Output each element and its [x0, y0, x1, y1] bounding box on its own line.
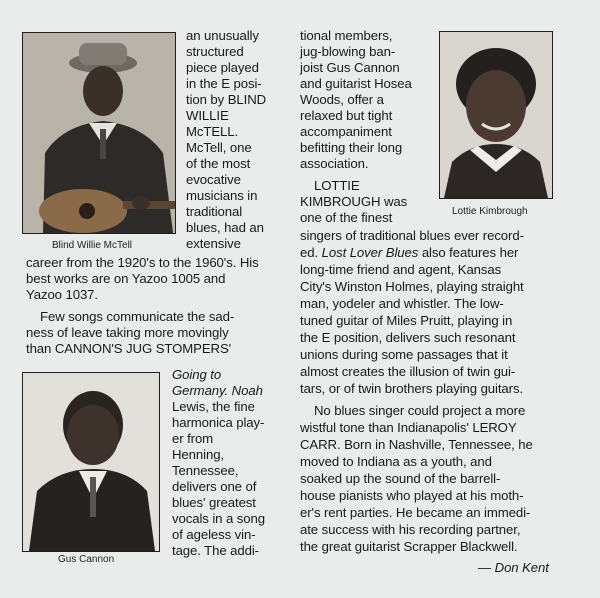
col2-full-line: house pianists who played at his moth-	[300, 488, 524, 503]
col2-top-line: jug-blowing ban-	[300, 44, 396, 59]
col2-top-line: befitting their long	[300, 140, 403, 155]
photo-lottie-kimbrough	[439, 31, 553, 199]
col2-full-line: wistful tone than Indianapolis' LEROY	[300, 420, 517, 435]
kimbrough-portrait-icon	[440, 32, 552, 198]
col1-bottom-line: Germany. Noah	[172, 383, 263, 398]
col1-top-line: piece played	[186, 60, 259, 75]
col2-full-line: unions during some passages that it	[300, 347, 508, 362]
col1-top-line: of the most	[186, 156, 251, 171]
author-signature: — Don Kent	[478, 560, 549, 575]
col2-top-line: relaxed but tight	[300, 108, 393, 123]
col2-full-line: No blues singer could project a more	[314, 403, 526, 418]
col2-full-line: ate success with his recording partner,	[300, 522, 521, 537]
col2-full-line: soaked up the sound of the barrell-	[300, 471, 501, 486]
col2-full-line: tuned guitar of Miles Pruitt, playing in	[300, 313, 513, 328]
col1-top-line: traditional	[186, 204, 243, 219]
col1-top-line: tion by BLIND	[186, 92, 267, 107]
col2-full-line: singers of traditional blues ever record-	[300, 228, 524, 243]
photo-gus-cannon	[22, 372, 160, 552]
col1-top-line: musicians in	[186, 188, 258, 203]
col2-full-line: man, yodeler and whistler. The low-	[300, 296, 504, 311]
col1-top-line: an unusually	[186, 28, 259, 43]
col1-top-line: blues, had an	[186, 220, 264, 235]
col2-full-line: er's rent parties. He became an immedi-	[300, 505, 531, 520]
col2-top-line: Woods, offer a	[300, 92, 384, 107]
col2-top-line: LOTTIE	[314, 178, 360, 193]
cannon-portrait-icon	[23, 373, 159, 551]
col1-full-line: career from the 1920's to the 1960's. His	[26, 255, 259, 270]
col2-full-line: the great guitarist Scrapper Blackwell.	[300, 539, 518, 554]
caption-kimbrough: Lottie Kimbrough	[452, 206, 528, 217]
col1-top-line: McTell, one	[186, 140, 252, 155]
col2-top-line: one of the finest	[300, 210, 393, 225]
col2-full-line: long-time friend and agent, Kansas	[300, 262, 502, 277]
col1-top-line: structured	[186, 44, 244, 59]
caption-mctell: Blind Willie McTell	[52, 240, 133, 251]
col2-top-line: association.	[300, 156, 369, 171]
col1-bottom-line: harmonica play-	[172, 415, 265, 430]
col1-top-line: evocative	[186, 172, 241, 187]
col2-top-line: and guitarist Hosea	[300, 76, 412, 91]
col1-full-line: Few songs communicate the sad-	[40, 309, 235, 324]
col1-full-line: best works are on Yazoo 1005 and	[26, 271, 226, 286]
col2-full-line: moved to Indiana as a youth, and	[300, 454, 492, 469]
col1-top-line: WILLIE	[186, 108, 229, 123]
col2-full-line: ed. Lost Lover Blues also features her	[300, 245, 519, 260]
col1-bottom-line: of ageless vin-	[172, 527, 256, 542]
col2-full-line: almost creates the illusion of twin gui-	[300, 364, 516, 379]
col2-top-line: tional members,	[300, 28, 393, 43]
mctell-portrait-icon	[23, 33, 175, 233]
col1-bottom-line: blues' greatest	[172, 495, 256, 510]
col1-top-line: extensive	[186, 236, 241, 251]
col2-top-line: KIMBROUGH was	[300, 194, 408, 209]
col1-full-line: ness of leave taking more movingly	[26, 325, 229, 340]
col1-bottom-line: Henning,	[172, 447, 224, 462]
photo-blind-willie-mctell	[22, 32, 176, 234]
caption-cannon: Gus Cannon	[58, 554, 115, 565]
col2-top-line: accompaniment	[300, 124, 392, 139]
col2-full-line: tars, or of twin brothers playing guitars.	[300, 381, 524, 396]
col1-bottom-line: Lewis, the fine	[172, 399, 255, 414]
col1-full-line: Yazoo 1037.	[26, 287, 98, 302]
col1-full-line: than CANNON'S JUG STOMPERS'	[26, 341, 232, 356]
col1-bottom-line: tage. The addi-	[172, 543, 259, 558]
col2-top-line: joist Gus Cannon	[300, 60, 400, 75]
col2-full-line: the E position, delivers such resonant	[300, 330, 516, 345]
col1-bottom-line: Going to	[172, 367, 222, 382]
col1-top-line: in the E posi-	[186, 76, 262, 91]
col1-bottom-line: delivers one of	[172, 479, 257, 494]
col1-bottom-line: Tennessee,	[172, 463, 239, 478]
col1-top-line: McTELL.	[186, 124, 239, 139]
col1-bottom-line: er from	[172, 431, 214, 446]
col2-full-line: City's Winston Holmes, playing straight	[300, 279, 524, 294]
col1-bottom-line: vocals in a song	[172, 511, 265, 526]
col2-full-line: CARR. Born in Nashville, Tennessee, he	[300, 437, 533, 452]
